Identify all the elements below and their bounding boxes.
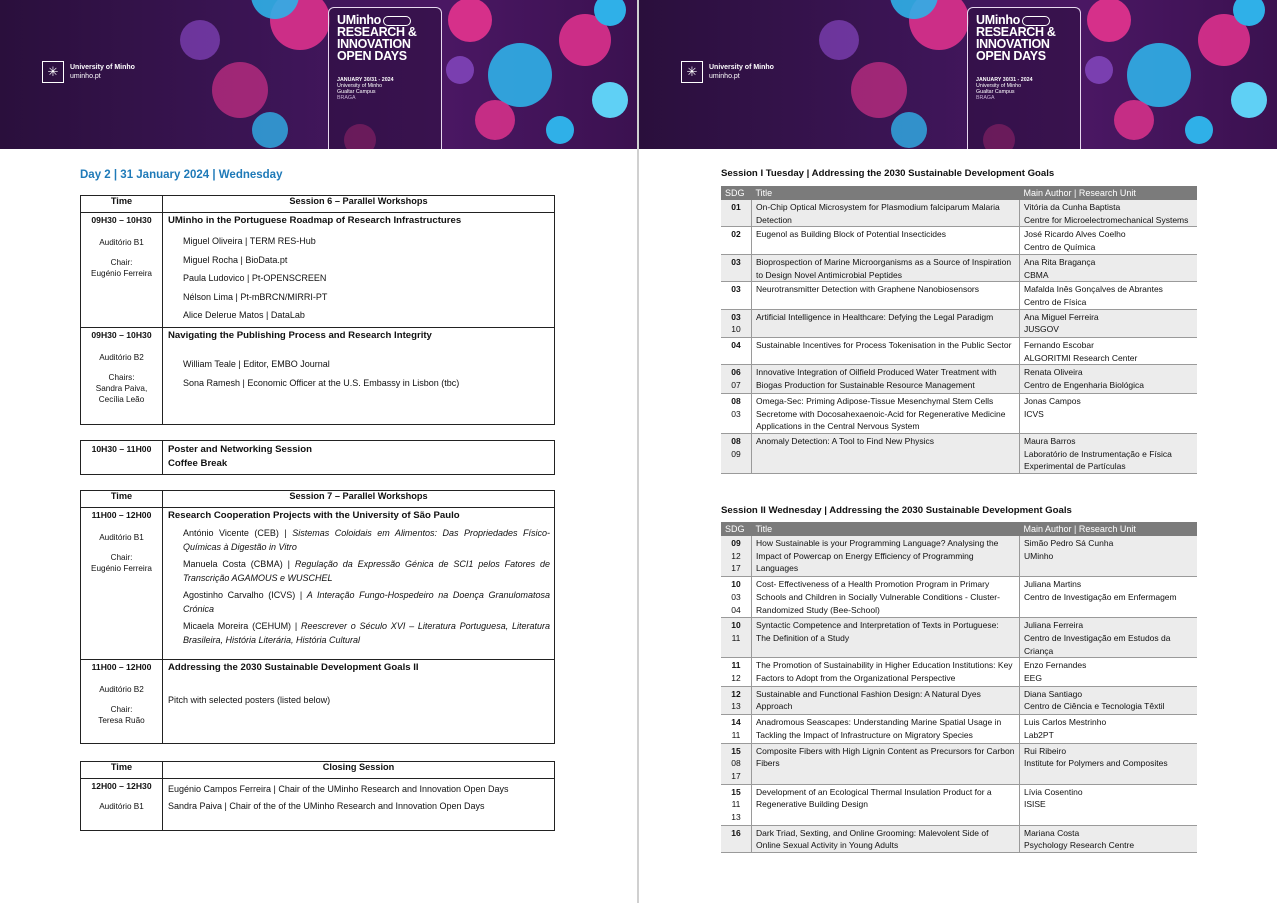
chair-label: Chair: <box>110 553 133 562</box>
poster-row <box>721 338 1197 365</box>
research-unit: ICVS <box>1024 408 1044 419</box>
sdg-number: 16 <box>731 827 741 838</box>
author-name: Juliana Martins <box>1024 579 1082 590</box>
sdg-number: 04 <box>731 604 741 615</box>
room: Auditório B1 <box>99 238 144 247</box>
sdg-cell <box>721 433 752 473</box>
poster-title: Sustainable and Functional Fashion Design: A Natural Dyes Approach <box>752 686 1020 714</box>
sdg-cell <box>721 784 752 825</box>
speaker: Paula Ludovico | Pt-OPENSCREEN <box>183 273 327 283</box>
event-title-line4: OPEN DAYS <box>976 49 1046 63</box>
room: Auditório B2 <box>99 685 144 694</box>
poster-title: Cost- Effectiveness of a Health Promotion Program in Primary Schools and Children in Socially Vulnerable Conditions - Cluster-Randomized Study (Bee-School) <box>752 577 1020 618</box>
research-unit: Lab2PT <box>1024 729 1054 740</box>
sdg-number: 15 <box>731 786 741 797</box>
poster-title: On-Chip Optical Microsystem for Plasmodium falciparum Malaria Detection <box>752 200 1020 227</box>
time-slot: 10H30 – 11H00 <box>91 444 152 454</box>
author-name: Fernando Escobar <box>1024 340 1094 351</box>
author-name: Lívia Cosentino <box>1024 786 1083 797</box>
sdg-cell <box>721 618 752 658</box>
author-name: Rui Ribeiro <box>1024 745 1067 756</box>
university-logo <box>42 61 135 83</box>
time-header: Time <box>81 491 163 508</box>
event-title-line4: OPEN DAYS <box>337 49 407 63</box>
talk-title: A Interação Fungo-Hospedeiro na Doença Granulomatosa Crónica <box>183 590 550 614</box>
sdg-number: 11 <box>731 799 741 810</box>
author-cell <box>1020 784 1198 825</box>
sdg-number: 11 <box>731 660 741 671</box>
sdg-number: 09 <box>731 448 741 459</box>
author-name: Simão Pedro Sá Cunha <box>1024 538 1114 548</box>
author-cell <box>1020 227 1198 254</box>
author-name: Luis Carlos Mestrinho <box>1024 717 1107 728</box>
chair-label: Chair: <box>110 258 133 267</box>
poster-title: Development of an Ecological Thermal Insulation Product for a Regenerative Building Design <box>752 784 1020 825</box>
sdg-number: 03 <box>731 591 741 602</box>
speaker-name: Agostinho Carvalho (ICVS) | <box>183 590 307 600</box>
sdg-number: 02 <box>731 229 741 240</box>
event-date: JANUARY 30/31 - 2024 <box>337 77 394 83</box>
chair-name: Eugénio Ferreira <box>91 564 152 573</box>
research-unit: Centro de Engenharia Biológica <box>1024 380 1145 391</box>
speaker-name: António Vicente (CEB) | <box>183 528 293 538</box>
sdg-number: 03 <box>731 284 741 295</box>
sdg-number: 13 <box>731 701 741 712</box>
poster-title: Anomaly Detection: A Tool to Find New Physics <box>752 433 1020 473</box>
university-emblem-icon: ✳ <box>681 61 703 83</box>
speaker-name: Manuela Costa (CBMA) | <box>183 559 295 569</box>
sdg-number: 03 <box>731 408 741 419</box>
chair-name: Eugénio Ferreira <box>91 269 152 278</box>
room: Auditório B2 <box>99 353 144 362</box>
author-cell <box>1020 433 1198 473</box>
event-place2: Gualtar Campus <box>976 89 1015 95</box>
poster-title: Composite Fibers with High Lignin Content as Precursors for Carbon Fibers <box>752 743 1020 784</box>
poster-title: Anadromous Seascapes: Understanding Marine Spatial Usage in Tackling the Impact of Infrastructure on Migratory Species <box>752 715 1020 743</box>
poster-title: Dark Triad, Sexting, and Online Grooming: Malevolent Side of Online Sexual Activity in Young Adults <box>752 825 1020 852</box>
talk-title: Reescrever o Século XVI – Literatura Portuguesa, Literatura Brasileira, História Literária, História Cultural <box>183 621 550 645</box>
coffee-break-title: Coffee Break <box>168 458 228 469</box>
session-header: Session 7 – Parallel Workshops <box>163 491 555 508</box>
talk-title: Sistemas Coloidais em Alimentos: Das Propriedades Físico-Químicas à Digestão in Vitro <box>183 528 550 552</box>
speaker: Nélson Lima | Pt-mBRCN/MIRRI-PT <box>183 291 328 302</box>
poster-row <box>721 715 1197 743</box>
sdg-number: 10 <box>731 579 741 590</box>
session-header: Session 6 – Parallel Workshops <box>163 196 555 213</box>
author-cell <box>1020 825 1198 852</box>
sdg-cell <box>721 658 752 686</box>
workshop-title: UMinho in the Portuguese Roadmap of Research Infrastructures <box>168 215 462 226</box>
sdg-number: 10 <box>731 324 741 335</box>
sdg-number: 12 <box>731 688 741 699</box>
author-name: Ana Miguel Ferreira <box>1024 311 1099 322</box>
speaker: Sandra Paiva | Chair of the of the UMinho Research and Innovation Open Days <box>168 801 485 811</box>
research-unit: Institute for Polymers and Composites <box>1024 758 1168 769</box>
university-site: uminho.pt <box>70 73 101 80</box>
day-title: Day 2 | 31 January 2024 | Wednesday <box>80 169 283 181</box>
sdg-cell <box>721 254 752 281</box>
poster-row <box>721 743 1197 784</box>
banner <box>639 0 1277 149</box>
room: Auditório B1 <box>99 802 144 811</box>
sdg-number: 03 <box>731 256 741 267</box>
author-name: Enzo Fernandes <box>1024 660 1087 671</box>
author-cell <box>1020 282 1198 309</box>
research-unit: Centro de Investigação em Enfermagem <box>1024 591 1177 602</box>
author-header: Main Author | Research Unit <box>1020 186 1198 200</box>
author-name: Juliana Ferreira <box>1024 620 1084 631</box>
author-cell <box>1020 658 1198 686</box>
sdg-header: SDG <box>721 522 752 536</box>
poster-row <box>721 254 1197 281</box>
title-header: Title <box>752 186 1020 200</box>
author-name: Renata Oliveira <box>1024 367 1083 378</box>
sdg-number: 08 <box>731 395 741 406</box>
workshop-title: Research Cooperation Projects with the University of São Paulo <box>168 510 460 521</box>
speaker <box>163 589 554 616</box>
poster-row <box>721 577 1197 618</box>
sdg-number: 01 <box>731 202 741 212</box>
sdg-cell <box>721 577 752 618</box>
author-cell <box>1020 200 1198 227</box>
poster-title: Bioprospection of Marine Microorganisms as a Source of Inspiration to Design Novel Antimicrobial Peptides <box>752 254 1020 281</box>
sdg-number: 03 <box>731 311 741 322</box>
event-badge <box>967 7 1081 149</box>
poster-row <box>721 227 1197 254</box>
poster-row <box>721 200 1197 227</box>
poster-title: How Sustainable is your Programming Language? Analysing the Impact of Powercap on Energy Efficiency of Programming Languages <box>752 536 1020 577</box>
session7-table <box>80 490 555 744</box>
poster-session-title: Poster and Networking Session <box>168 444 312 455</box>
time-slot: 11H00 – 12H00 <box>91 662 152 672</box>
sdg-cell <box>721 536 752 577</box>
event-place1: University of Minho <box>337 83 383 89</box>
event-title-line1: UMinho <box>337 13 382 27</box>
sdg-cell <box>721 338 752 365</box>
poster-row <box>721 686 1197 714</box>
research-unit: Centro de Investigação em Estudos da Criança <box>1024 632 1171 656</box>
time-slot: 09H30 – 10H30 <box>91 330 152 340</box>
closing-session-table <box>80 761 555 831</box>
chair-name-2: Cecília Leão <box>98 395 145 404</box>
sdg-cell <box>721 200 752 227</box>
research-unit: EEG <box>1024 673 1042 684</box>
poster-row <box>721 658 1197 686</box>
research-unit: UMinho <box>1024 550 1054 561</box>
poster-row <box>721 365 1197 393</box>
sdg-number: 06 <box>731 367 741 378</box>
left-page <box>0 0 637 903</box>
author-cell <box>1020 393 1198 433</box>
event-place1: University of Minho <box>976 83 1022 89</box>
session-header: Closing Session <box>163 762 555 779</box>
speaker: Miguel Oliveira | TERM RES-Hub <box>183 236 316 246</box>
author-cell <box>1020 536 1198 577</box>
author-cell <box>1020 338 1198 365</box>
author-name: Mariana Costa <box>1024 827 1080 838</box>
event-city: BRAGA <box>337 95 356 101</box>
session6-table <box>80 195 555 425</box>
time-header: Time <box>81 762 163 779</box>
session2-poster-table <box>721 522 1197 853</box>
sdg-number: 08 <box>731 758 741 769</box>
sdg-cell <box>721 743 752 784</box>
talk-title: Regulação da Expressão Génica de SCI1 pelos Fatores de Transcrição AGAMOUS e WUSCHEL <box>183 559 551 583</box>
sdg-cell <box>721 309 752 337</box>
chair-name: Teresa Ruão <box>98 716 145 725</box>
poster-row <box>721 784 1197 825</box>
pitch-text: Pitch with selected posters (listed below) <box>168 695 331 705</box>
poster-row <box>721 433 1197 473</box>
author-cell <box>1020 254 1198 281</box>
time-slot: 12H00 – 12H30 <box>91 781 152 791</box>
poster-row <box>721 393 1197 433</box>
sdg-number: 17 <box>731 770 741 781</box>
sdg-cell <box>721 825 752 852</box>
workshop-title: Navigating the Publishing Process and Research Integrity <box>168 330 432 341</box>
sdg-number: 17 <box>731 563 741 574</box>
poster-row <box>721 618 1197 658</box>
event-title-line3: INNOVATION <box>976 37 1050 51</box>
time-header: Time <box>81 196 163 213</box>
speaker <box>163 527 554 554</box>
university-emblem-icon: ✳ <box>42 61 64 83</box>
research-unit: JUSGOV <box>1024 324 1059 335</box>
research-unit: CBMA <box>1024 269 1049 280</box>
speaker <box>163 620 554 647</box>
research-unit: ISISE <box>1024 799 1046 810</box>
author-name: Diana Santiago <box>1024 688 1083 699</box>
author-cell <box>1020 715 1198 743</box>
author-header: Main Author | Research Unit <box>1020 522 1198 536</box>
time-slot: 09H30 – 10H30 <box>91 215 152 225</box>
sdg-number: 10 <box>731 620 741 631</box>
event-badge <box>328 7 442 149</box>
author-cell <box>1020 743 1198 784</box>
speaker: William Teale | Editor, EMBO Journal <box>183 359 330 369</box>
event-title-line2: RESEARCH & <box>976 25 1056 39</box>
research-unit: Centre for Microelectromechanical Systems <box>1024 214 1189 225</box>
speaker-name: Micaela Moreira (CEHUM) | <box>183 621 301 631</box>
speaker: Alice Delerue Matos | DataLab <box>183 310 305 320</box>
poster-title: The Promotion of Sustainability in Higher Education Institutions: Key Factors to Adopt from the Organizational Perspective <box>752 658 1020 686</box>
time-slot: 11H00 – 12H00 <box>91 510 152 520</box>
author-name: Maura Barros <box>1024 435 1076 446</box>
research-unit: Centro de Física <box>1024 296 1087 307</box>
author-cell <box>1020 686 1198 714</box>
chair-name: Sandra Paiva, <box>95 384 148 393</box>
author-name: Jonas Campos <box>1024 395 1081 406</box>
chair-label: Chairs: <box>108 373 135 382</box>
poster-row <box>721 536 1197 577</box>
session1-poster-table <box>721 186 1197 474</box>
author-cell <box>1020 577 1198 618</box>
research-unit: ALGORITMI Research Center <box>1024 352 1138 363</box>
event-title-line2: RESEARCH & <box>337 25 417 39</box>
author-name: Vitória da Cunha Baptista <box>1024 202 1121 212</box>
sdg-number: 13 <box>731 812 741 823</box>
event-place2: Gualtar Campus <box>337 89 376 95</box>
sdg-number: 12 <box>731 673 741 684</box>
speaker <box>163 558 554 585</box>
sdg-cell <box>721 393 752 433</box>
author-name: Mafalda Inês Gonçalves de Abrantes <box>1024 284 1163 295</box>
research-unit: Laboratório de Instrumentação e Física Experimental de Partículas <box>1024 448 1172 472</box>
author-name: Ana Rita Bragança <box>1024 256 1096 267</box>
speaker: Miguel Rocha | BioData.pt <box>183 254 288 265</box>
university-name: University of Minho <box>709 64 774 71</box>
university-logo <box>681 61 774 83</box>
sdg-cell <box>721 227 752 254</box>
research-unit: Psychology Research Centre <box>1024 840 1135 851</box>
poster-title: Omega-Sec: Priming Adipose-Tissue Mesenchymal Stem Cells Secretome with Docosahexaenoic-Acid for Regenerative Medicine Applications in the Central Nervous System <box>752 393 1020 433</box>
poster-title: Eugenol as Building Block of Potential Insecticides <box>752 227 1020 254</box>
research-unit: Centro de Ciência e Tecnologia Têxtil <box>1024 701 1165 712</box>
poster-title: Sustainable Incentives for Process Tokenisation in the Public Sector <box>752 338 1020 365</box>
room: Auditório B1 <box>99 533 144 542</box>
event-date: JANUARY 30/31 - 2024 <box>976 77 1033 83</box>
sdg-number: 04 <box>731 340 741 351</box>
sdg-number: 14 <box>731 717 741 728</box>
sdg-cell <box>721 715 752 743</box>
research-unit: Centro de Química <box>1024 242 1096 253</box>
university-name: University of Minho <box>70 64 135 71</box>
author-cell <box>1020 618 1198 658</box>
banner <box>0 0 637 149</box>
sdg-number: 11 <box>731 729 741 740</box>
sdg-number: 09 <box>731 538 741 548</box>
sdg-cell <box>721 686 752 714</box>
right-page <box>639 0 1277 903</box>
sdg-number: 11 <box>731 632 741 643</box>
poster-title: Artificial Intelligence in Healthcare: Defying the Legal Paradigm <box>752 309 1020 337</box>
sdg-number: 12 <box>731 550 741 561</box>
title-header: Title <box>752 522 1020 536</box>
event-city: BRAGA <box>976 95 995 101</box>
author-cell <box>1020 365 1198 393</box>
speaker: Sona Ramesh | Economic Officer at the U.S. Embassy in Lisbon (tbc) <box>183 377 460 388</box>
sdg-cell <box>721 365 752 393</box>
poster-row <box>721 825 1197 852</box>
event-title-line1: UMinho <box>976 13 1021 27</box>
workshop-title: Addressing the 2030 Sustainable Development Goals II <box>168 662 419 673</box>
sdg-number: 08 <box>731 435 741 446</box>
sdg-number: 15 <box>731 745 741 756</box>
session2-title: Session II Wednesday | Addressing the 2030 Sustainable Development Goals <box>721 505 1072 516</box>
speaker: Eugénio Campos Ferreira | Chair of the UMinho Research and Innovation Open Days <box>168 784 509 794</box>
poster-title: Innovative Integration of Oilfield Produced Water Treatment with Biogas Production for Sustainable Resource Management <box>752 365 1020 393</box>
author-cell <box>1020 309 1198 337</box>
poster-title: Syntactic Competence and Interpretation of Texts in Portuguese: The Definition of a Study <box>752 618 1020 658</box>
session1-title: Session I Tuesday | Addressing the 2030 Sustainable Development Goals <box>721 168 1055 179</box>
poster-session-table <box>80 440 555 475</box>
sdg-header: SDG <box>721 186 752 200</box>
poster-row <box>721 282 1197 309</box>
sdg-cell <box>721 282 752 309</box>
event-title-line3: INNOVATION <box>337 37 411 51</box>
chair-label: Chair: <box>110 705 133 714</box>
sdg-number: 07 <box>731 380 741 391</box>
poster-row <box>721 309 1197 337</box>
author-name: José Ricardo Alves Coelho <box>1024 229 1126 240</box>
university-site: uminho.pt <box>709 73 740 80</box>
poster-title: Neurotransmitter Detection with Graphene Nanobiosensors <box>752 282 1020 309</box>
